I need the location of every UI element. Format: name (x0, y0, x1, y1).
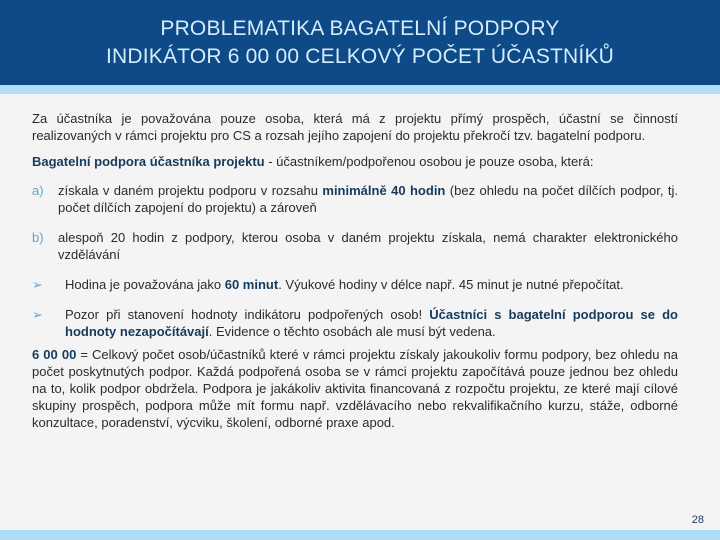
summary-code: 6 00 00 (32, 347, 77, 362)
definition-paragraph (32, 153, 678, 170)
title-line-2: INDIKÁTOR 6 00 00 CELKOVÝ POČET ÚČASTNÍKŮ (105, 44, 615, 68)
item-text: Hodina je považována jako (65, 277, 225, 292)
arrow-bullet-icon: ➢ (32, 307, 43, 322)
header-accent-strip (0, 85, 720, 94)
list-marker: b) (32, 230, 44, 245)
slide-header (0, 0, 720, 85)
footer-bar (0, 530, 720, 540)
item-bold: 60 minut (224, 277, 279, 292)
list-marker: a) (32, 183, 44, 198)
bullet-item (32, 306, 678, 340)
definition-text: - účastníkem/podpořenou osobou je pouze osoba, která: (264, 154, 594, 169)
item-text: . Výukové hodiny v délce např. 45 minut je nutné přepočítat. (278, 277, 624, 292)
list-item-b (32, 229, 678, 263)
bullet-item (32, 276, 678, 293)
item-bold: Účastníci s bagatelní podporou se do hodnoty nezapočítávají (65, 307, 678, 339)
arrow-bullet-icon: ➢ (32, 277, 43, 292)
definition-term: Bagatelní podpora účastníka projektu (32, 154, 265, 169)
summary-paragraph (32, 346, 678, 431)
item-text: alespoň 20 hodin z podpory, kterou osoba v daném projektu získala, nemá charakter elektronického vzdělávání (58, 230, 678, 262)
item-text: . Evidence o těchto osobách ale musí být vedena. (208, 324, 496, 339)
summary-text: = Celkový počet osob/účastníků které v rámci projektu získaly jakoukoliv formu podpory, bez ohledu na počet poskytnutých podpor. Každá podpořená osoba se v rámci projektu započítává pouze jednou bez ohledu na to, kolik podpor obdržela. Podpora je jakákoliv aktivita financovaná z rozpočtu projektu, ze které mají cílové skupiny prospěch, podpora může mít formu např. vzdělávacího nebo rekvalifikačního kurzu, stáže, odborné konzultace, poradenství, výcviku, školení, odborné praxe apod. (32, 347, 678, 430)
intro-paragraph: Za účastníka je považována pouze osoba, která má z projektu přímý prospěch, účastní se činností realizovaných v rámci projektu pro CS a rozsah jejího zapojení do projektu překročí tzv. bagatelní podporu. (32, 111, 678, 143)
item-text: Pozor při stanovení hodnoty indikátoru podpořených osob! (65, 307, 430, 322)
item-text: získala v daném projektu podporu v rozsahu (58, 183, 323, 198)
title-line-1: PROBLEMATIKA BAGATELNÍ PODPORY (160, 16, 560, 40)
slide-content (32, 110, 678, 431)
item-text: (bez ohledu na počet dílčích podpor, tj. počet dílčích zapojení do projektu) a zároveň (58, 183, 678, 215)
list-item-a (32, 182, 678, 216)
item-bold: minimálně 40 hodin (322, 183, 446, 198)
page-number: 28 (691, 514, 704, 526)
